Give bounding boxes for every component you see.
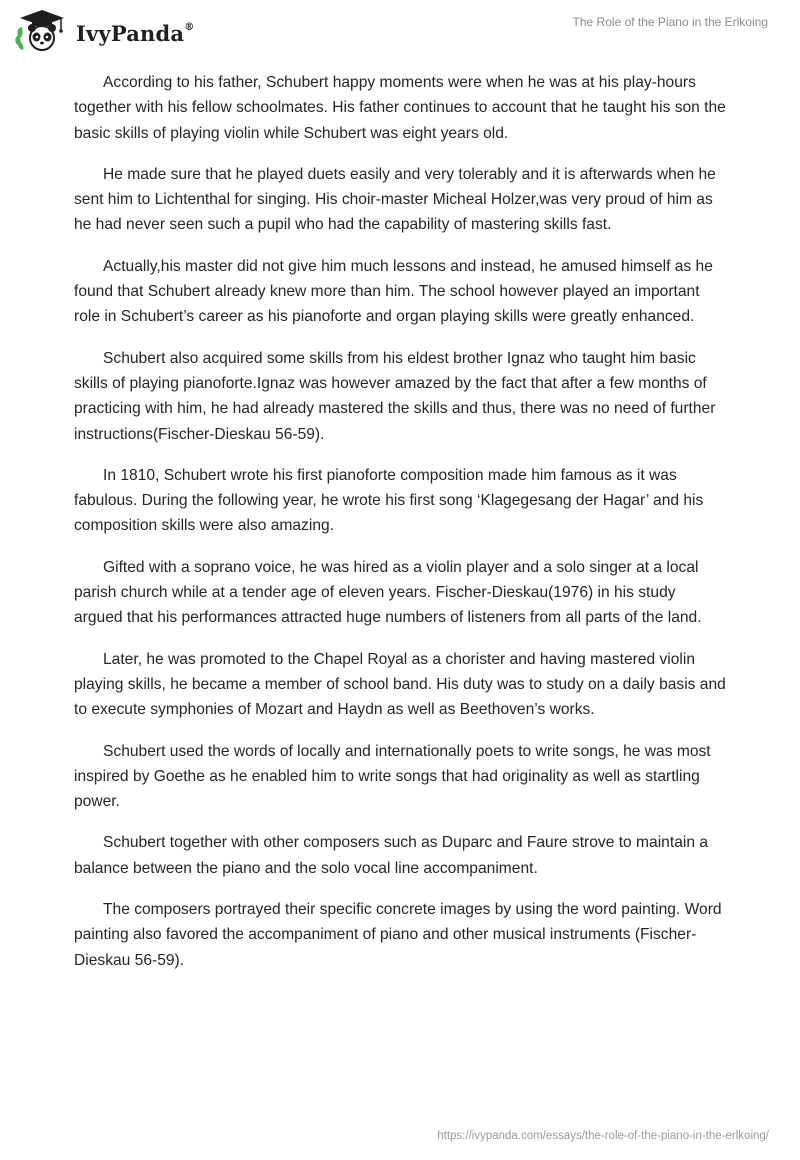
document-title: The Role of the Piano in the Erlkoing <box>572 15 768 29</box>
paragraph: The composers portrayed their specific concrete images by using the word painting. Word painting also favored the accompaniment of piano and other musical instruments (Fischer-Dieskau 56-59). <box>74 901 722 969</box>
paragraph: He made sure that he played duets easily and very tolerably and it is afterwards when he sent him to Lichtenthal for singing. His choir-master Micheal Holzer,was very proud of him as he had never seen such a pupil who had the capability of mastering skills fast. <box>74 165 716 234</box>
paragraph: Schubert together with other composers such as Duparc and Faure strove to maintain a balance between the piano and the solo vocal line accompaniment. <box>74 834 709 877</box>
paragraph: Later, he was promoted to the Chapel Royal as a chorister and having mastered violin playing skills, he became a member of school band. His duty was to study on a daily basis and to execute symphonies of Mozart and Haydn as well as Beethoven’s works. <box>74 650 726 719</box>
ivypanda-logo[interactable] <box>14 8 194 52</box>
source-url-link[interactable]: https://ivypanda.com/essays/the-role-of-the-piano-in-the-erlkoing/ <box>437 1130 769 1142</box>
paragraph: Actually,his master did not give him much lessons and instead, he amused himself as he found that Schubert already knew more than him. The school however played an important role in Schubert’s career as his pianoforte and organ playing skills were greatly enhanced. <box>74 257 713 326</box>
paragraph: Gifted with a soprano voice, he was hired as a violin player and a solo singer at a local parish church while at a tender age of eleven years. Fischer-Dieskau(1976) in his study argued that his performances attracted huge numbers of listeners from all parts of the land. <box>74 558 702 627</box>
panda-graduate-icon <box>14 8 72 52</box>
paragraph: Schubert used the words of locally and internationally poets to write songs, he was most inspired by Goethe as he enabled him to write songs that had originality as well as startling power. <box>74 742 711 811</box>
page-header <box>0 0 800 60</box>
logo-text: IvyPanda® <box>76 20 195 46</box>
paragraph: According to his father, Schubert happy moments were when he was at his play-hours together with his fellow schoolmates. His father continues to account that he taught his son the basic skills of playing violin while Schubert was eight years old. <box>74 74 726 142</box>
essay-body <box>74 70 726 989</box>
paragraph: In 1810, Schubert wrote his first pianoforte composition made him famous as it was fabulous. During the following year, he wrote his first song ‘Klagegesang der Hagar’ and his composition skills were also amazing. <box>74 466 704 535</box>
paragraph: Schubert also acquired some skills from his eldest brother Ignaz who taught him basic skills of playing pianoforte.Ignaz was however amazed by the fact that after a few months of practicing with him, he had already mastered the skills and thus, there was no need of further instructions(Fischer-Dieskau 56-59). <box>74 349 716 443</box>
